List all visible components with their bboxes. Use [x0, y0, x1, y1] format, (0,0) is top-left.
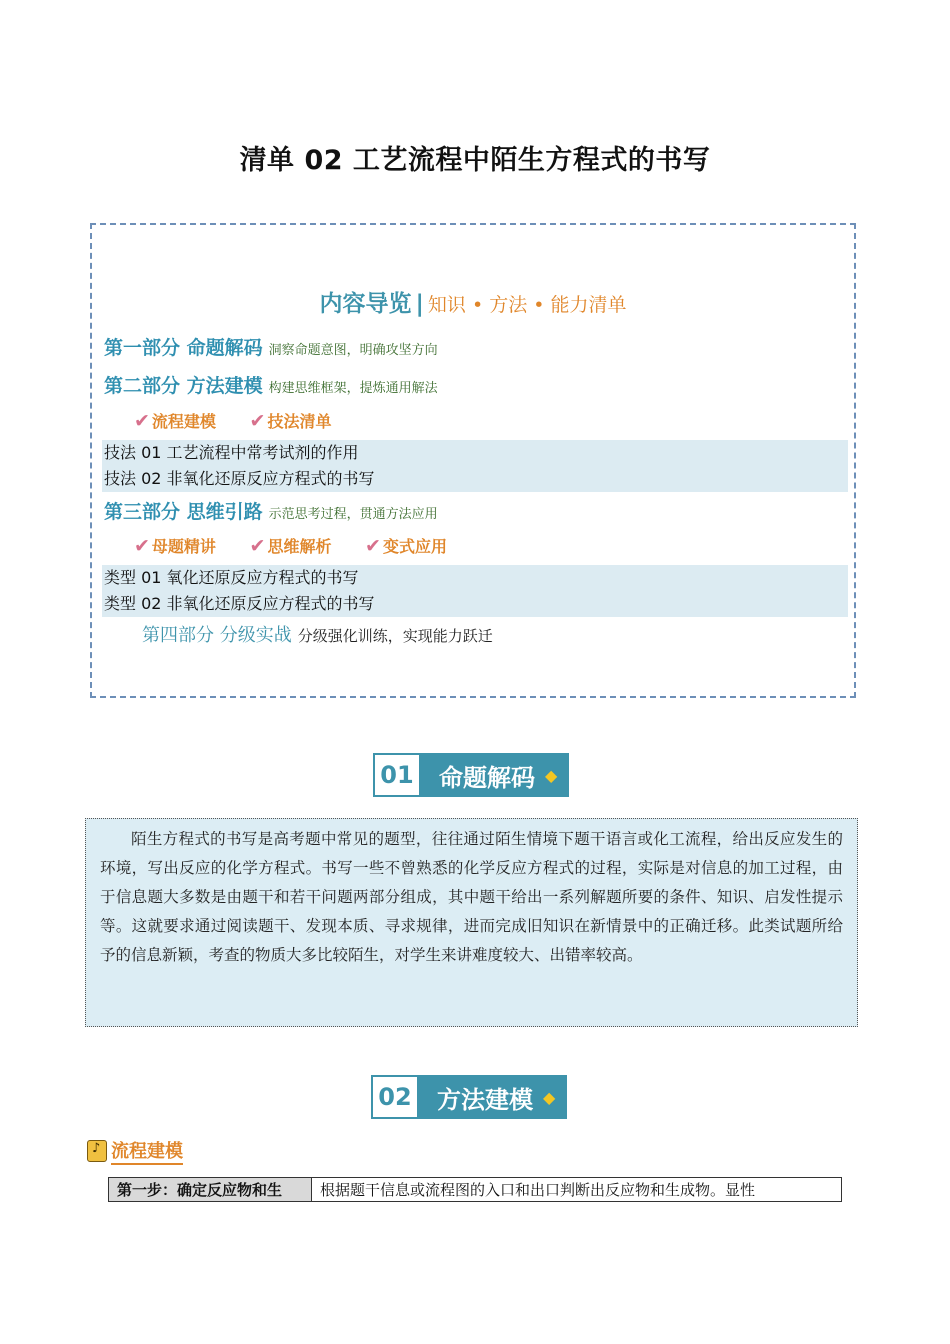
part1-row — [104, 333, 438, 360]
check-item: ✔ 流程建模 — [134, 410, 216, 432]
check-item: ✔ 母题精讲 — [134, 535, 216, 557]
check-item: ✔ 变式应用 — [365, 535, 447, 557]
section1-banner — [373, 753, 569, 797]
part4-row — [142, 621, 493, 647]
part4-title: 第四部分 分级实战 — [142, 625, 292, 646]
checkmark-icon: ✔ — [134, 410, 150, 432]
table-row — [109, 1178, 842, 1202]
part2-desc: 构建思维框架，提炼通用解法 — [268, 381, 438, 396]
music-note-icon — [87, 1140, 107, 1162]
section2-banner — [371, 1075, 567, 1119]
guide-heading-bar: | — [415, 291, 424, 317]
part3-items — [102, 565, 848, 617]
part3-title: 第三部分 思维引路 — [104, 501, 263, 523]
section2-label: 方法建模 ◆ — [419, 1075, 567, 1119]
section2-number: 02 — [371, 1075, 419, 1119]
part3-row — [104, 497, 438, 524]
part2-row — [104, 371, 438, 398]
checkmark-icon: ✔ — [249, 535, 266, 557]
flow-heading-label: 流程建模 — [111, 1137, 183, 1165]
list-item: 类型 02 非氧化还原反应方程式的书写 — [104, 594, 375, 613]
content-guide-box — [90, 223, 856, 698]
guide-heading-sub: 知识 • 方法 • 能力清单 — [427, 294, 627, 316]
part1-desc: 洞察命题意图，明确攻坚方向 — [268, 343, 438, 358]
part1-title: 第一部分 命题解码 — [104, 337, 263, 359]
step1-key: 第一步：确定反应物和生 — [109, 1178, 312, 1202]
part2-title: 第二部分 方法建模 — [104, 375, 263, 397]
flow-heading — [87, 1137, 183, 1165]
part4-desc: 分级强化训练，实现能力跃迁 — [297, 627, 493, 645]
check-item: ✔ 技法清单 — [249, 410, 332, 432]
list-item: 类型 01 氧化还原反应方程式的书写 — [104, 568, 359, 587]
page-title: 清单 02 工艺流程中陌生方程式的书写 — [239, 145, 711, 176]
checkmark-icon: ✔ — [249, 410, 266, 432]
part2-checks — [134, 409, 359, 432]
list-item: 技法 01 工艺流程中常考试剂的作用 — [104, 443, 359, 462]
step1-value: 根据题干信息或流程图的入口和出口判断出反应物和生成物。显性 — [312, 1178, 842, 1202]
part3-checks — [134, 534, 475, 557]
check-item: ✔ 思维解析 — [249, 535, 332, 557]
checkmark-icon: ✔ — [134, 535, 150, 557]
section1-paragraph: 陌生方程式的书写是高考题中常见的题型，往往通过陌生情境下题干语言或化工流程，给出反应发生的环境，写出反应的化学方程式。书写一些不曾熟悉的化学反应方程式的过程，实际是对信息的加工过程，由于信息题大多数是由题干和若干问题两部分组成，其中题干给出一系列解题所要的条件、知识、启发性提示等。这就要求通过阅读题干、发现本质、寻求规律，进而完成旧知识在新情景中的正确迁移。此类试题所给予的信息新颖，考查的物质大多比较陌生，对学生来讲难度较大、出错率较高。 — [100, 830, 843, 964]
guide-heading-main: 内容导览 — [319, 291, 412, 317]
diamond-icon: ◆ — [545, 765, 558, 785]
step-table — [108, 1177, 842, 1202]
checkmark-icon: ✔ — [365, 535, 381, 557]
part3-desc: 示范思考过程，贯通方法应用 — [268, 507, 438, 522]
list-item: 技法 02 非氧化还原反应方程式的书写 — [104, 469, 375, 488]
section1-number: 01 — [373, 753, 421, 797]
part2-items — [102, 440, 848, 492]
diamond-icon: ◆ — [543, 1087, 556, 1107]
guide-heading — [92, 285, 854, 318]
section1-text-box — [85, 818, 858, 1027]
section1-label: 命题解码 ◆ — [421, 753, 569, 797]
